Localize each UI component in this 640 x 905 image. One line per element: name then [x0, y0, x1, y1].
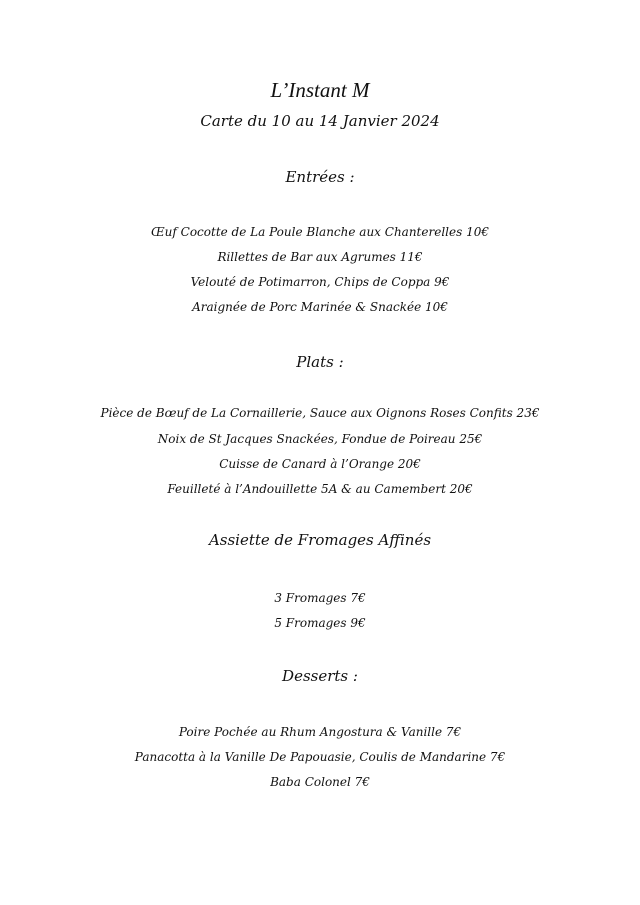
- plat-item: Pièce de Bœuf de La Cornaillerie, Sauce aux Oignons Roses Confits 23€: [100, 406, 540, 420]
- fromages-heading: Assiette de Fromages Affinés: [208, 531, 432, 549]
- dessert-item: Baba Colonel 7€: [270, 775, 370, 789]
- plats-heading: Plats :: [296, 353, 344, 371]
- entree-item: Rillettes de Bar aux Agrumes 11€: [217, 250, 423, 264]
- entrees-heading: Entrées :: [285, 168, 355, 186]
- dessert-item: Panacotta à la Vanille De Papouasie, Coulis de Mandarine 7€: [134, 750, 506, 764]
- menu-date-subtitle: Carte du 10 au 14 Janvier 2024: [200, 112, 440, 130]
- restaurant-name: L’Instant M: [270, 78, 370, 102]
- desserts-heading: Desserts :: [282, 667, 358, 685]
- dessert-item: Poire Pochée au Rhum Angostura & Vanille 7€: [178, 725, 462, 739]
- plat-item: Feuilleté à l’Andouillette 5A & au Camembert 20€: [167, 482, 473, 496]
- fromage-item: 3 Fromages 7€: [274, 591, 366, 605]
- entree-item: Velouté de Potimarron, Chips de Coppa 9€: [190, 275, 450, 289]
- plat-item: Cuisse de Canard à l’Orange 20€: [219, 457, 421, 471]
- entree-item: Œuf Cocotte de La Poule Blanche aux Chanterelles 10€: [151, 225, 489, 239]
- entree-item: Araignée de Porc Marinée & Snackée 10€: [192, 300, 448, 314]
- plat-item: Noix de St Jacques Snackées, Fondue de Poireau 25€: [157, 432, 483, 446]
- fromage-item: 5 Fromages 9€: [274, 616, 366, 630]
